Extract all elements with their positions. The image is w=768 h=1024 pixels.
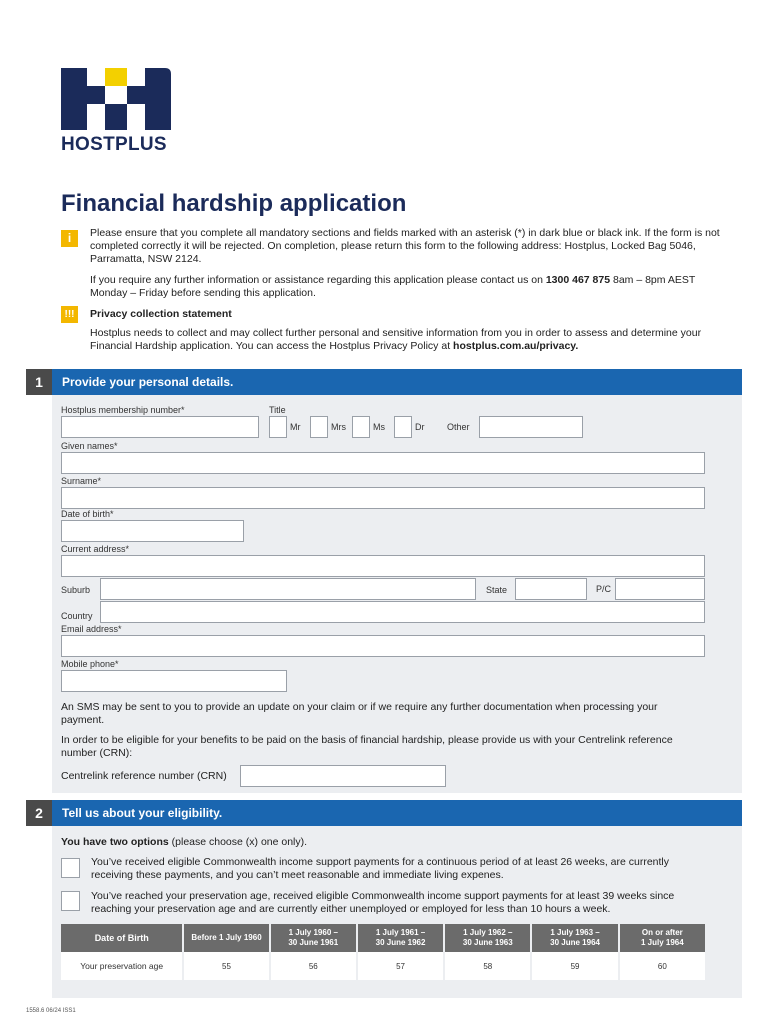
dob-field[interactable] <box>61 520 244 542</box>
section-1-header <box>26 369 742 395</box>
table-header: Date of Birth <box>61 924 183 952</box>
option-1-text: You’ve received eligible Commonwealth income support payments for a continuous period of at least 26 weeks, are currently receiving these payments, and you can’t meet reasonable and immediate living expenes. <box>91 856 670 881</box>
section-2-title: Tell us about your eligibility. <box>62 806 223 820</box>
option-2-checkbox[interactable] <box>61 891 80 911</box>
options-rest: (please choose (x) one only). <box>168 836 308 848</box>
options-bold: You have two options <box>61 836 169 848</box>
title-other-field[interactable] <box>479 416 583 438</box>
table-header: On or after 1 July 1964 <box>619 924 705 952</box>
title-mr-checkbox[interactable] <box>269 416 287 438</box>
title-mrs-label: Mrs <box>331 422 346 432</box>
info-icon: i <box>61 230 78 247</box>
state-field[interactable] <box>515 578 587 600</box>
table-header-row <box>61 924 705 952</box>
contact-phone: 1300 467 875 <box>545 274 611 286</box>
table-row <box>61 952 705 980</box>
hostplus-logo <box>61 68 171 158</box>
intro-p2-start: If you require any further information or assistance regarding this application please contact us on <box>90 274 546 286</box>
alert-icon: !!! <box>61 306 78 323</box>
page-title: Financial hardship application <box>61 190 407 217</box>
title-dr-label: Dr <box>415 422 425 432</box>
dob-label: Date of birth* <box>61 509 114 519</box>
postcode-field[interactable] <box>615 578 705 600</box>
privacy-text <box>90 327 720 353</box>
title-other-label: Other <box>447 422 470 432</box>
email-label: Email address* <box>61 624 122 634</box>
title-ms-label: Ms <box>373 422 385 432</box>
section-1-title: Provide your personal details. <box>62 375 234 389</box>
brand-name: HOSTPLUS <box>61 134 167 155</box>
given-names-label: Given names* <box>61 441 118 451</box>
preservation-age-table <box>61 924 705 980</box>
mobile-label: Mobile phone* <box>61 659 119 669</box>
table-header: 1 July 1963 – 30 June 1964 <box>531 924 618 952</box>
mobile-field[interactable] <box>61 670 287 692</box>
title-ms-checkbox[interactable] <box>352 416 370 438</box>
membership-number-field[interactable] <box>61 416 259 438</box>
table-cell: 60 <box>619 952 705 980</box>
country-label: Country <box>61 611 93 621</box>
crn-label: Centrelink reference number (CRN) <box>61 770 227 782</box>
table-cell: 59 <box>531 952 618 980</box>
table-header: Before 1 July 1960 <box>183 924 269 952</box>
table-cell-label: Your preservation age <box>61 952 183 980</box>
section-2-header <box>26 800 742 826</box>
options-instruction <box>61 836 307 848</box>
address-field[interactable] <box>61 555 705 577</box>
title-mrs-checkbox[interactable] <box>310 416 328 438</box>
table-header: 1 July 1962 – 30 June 1963 <box>444 924 531 952</box>
postcode-label: P/C <box>596 584 612 594</box>
form-code: 1558.6 06/24 ISS1 <box>26 1008 76 1014</box>
sms-note: An SMS may be sent to you to provide an update on your claim or if we require any further documentation when processing your payment. <box>61 701 658 726</box>
option-1-checkbox[interactable] <box>61 858 80 878</box>
table-cell: 58 <box>444 952 531 980</box>
state-label: State <box>486 585 508 595</box>
crn-note: In order to be eligible for your benefits to be paid on the basis of financial hardship, please provide us with your Centrelink reference number (CRN): <box>61 734 673 759</box>
table-cell: 57 <box>357 952 444 980</box>
membership-label: Hostplus membership number* <box>61 405 185 415</box>
table-header: 1 July 1960 – 30 June 1961 <box>270 924 357 952</box>
email-field[interactable] <box>61 635 705 657</box>
title-mr-label: Mr <box>290 422 301 432</box>
section-2-number: 2 <box>26 800 52 826</box>
given-names-field[interactable] <box>61 452 705 474</box>
surname-label: Surname* <box>61 476 102 486</box>
table-cell: 55 <box>183 952 269 980</box>
suburb-label: Suburb <box>61 585 91 595</box>
section-1-number: 1 <box>26 369 52 395</box>
privacy-heading: Privacy collection statement <box>90 308 232 320</box>
crn-field[interactable] <box>240 765 446 787</box>
surname-field[interactable] <box>61 487 705 509</box>
privacy-text-body: Hostplus needs to collect and may collect further personal and sensitive information from you in order to assess and determine your Financial Hardship application. You can access the Hostplus Privacy Policy at <box>90 327 702 353</box>
title-label: Title <box>269 405 286 415</box>
intro-p2-end: 8am – 8pm AEST Monday – Friday before sending this application. <box>90 274 696 300</box>
privacy-link[interactable]: hostplus.com.au/privacy. <box>453 340 579 353</box>
address-label: Current address* <box>61 544 130 554</box>
hostplus-logo-mark <box>61 68 171 130</box>
table-cell: 56 <box>270 952 357 980</box>
intro-paragraph-1: Please ensure that you complete all mandatory sections and fields marked with an asterisk (*) in dark blue or black ink. If the form is not completed correctly it will be rejected. On completion, please return this form to the following address: Hostplus, Locked Bag 5046, Parramatta, NSW 2124. <box>90 227 720 266</box>
title-dr-checkbox[interactable] <box>394 416 412 438</box>
table-header: 1 July 1961 – 30 June 1962 <box>357 924 444 952</box>
option-2-text: You’ve reached your preservation age, received eligible Commonwealth income support payments for at least 39 weeks since reaching your preservation age and are currently either unemployed or employed for less than 10 hours a week. <box>91 890 675 915</box>
country-field[interactable] <box>100 601 705 623</box>
suburb-field[interactable] <box>100 578 476 600</box>
intro-paragraph-2 <box>90 274 720 300</box>
